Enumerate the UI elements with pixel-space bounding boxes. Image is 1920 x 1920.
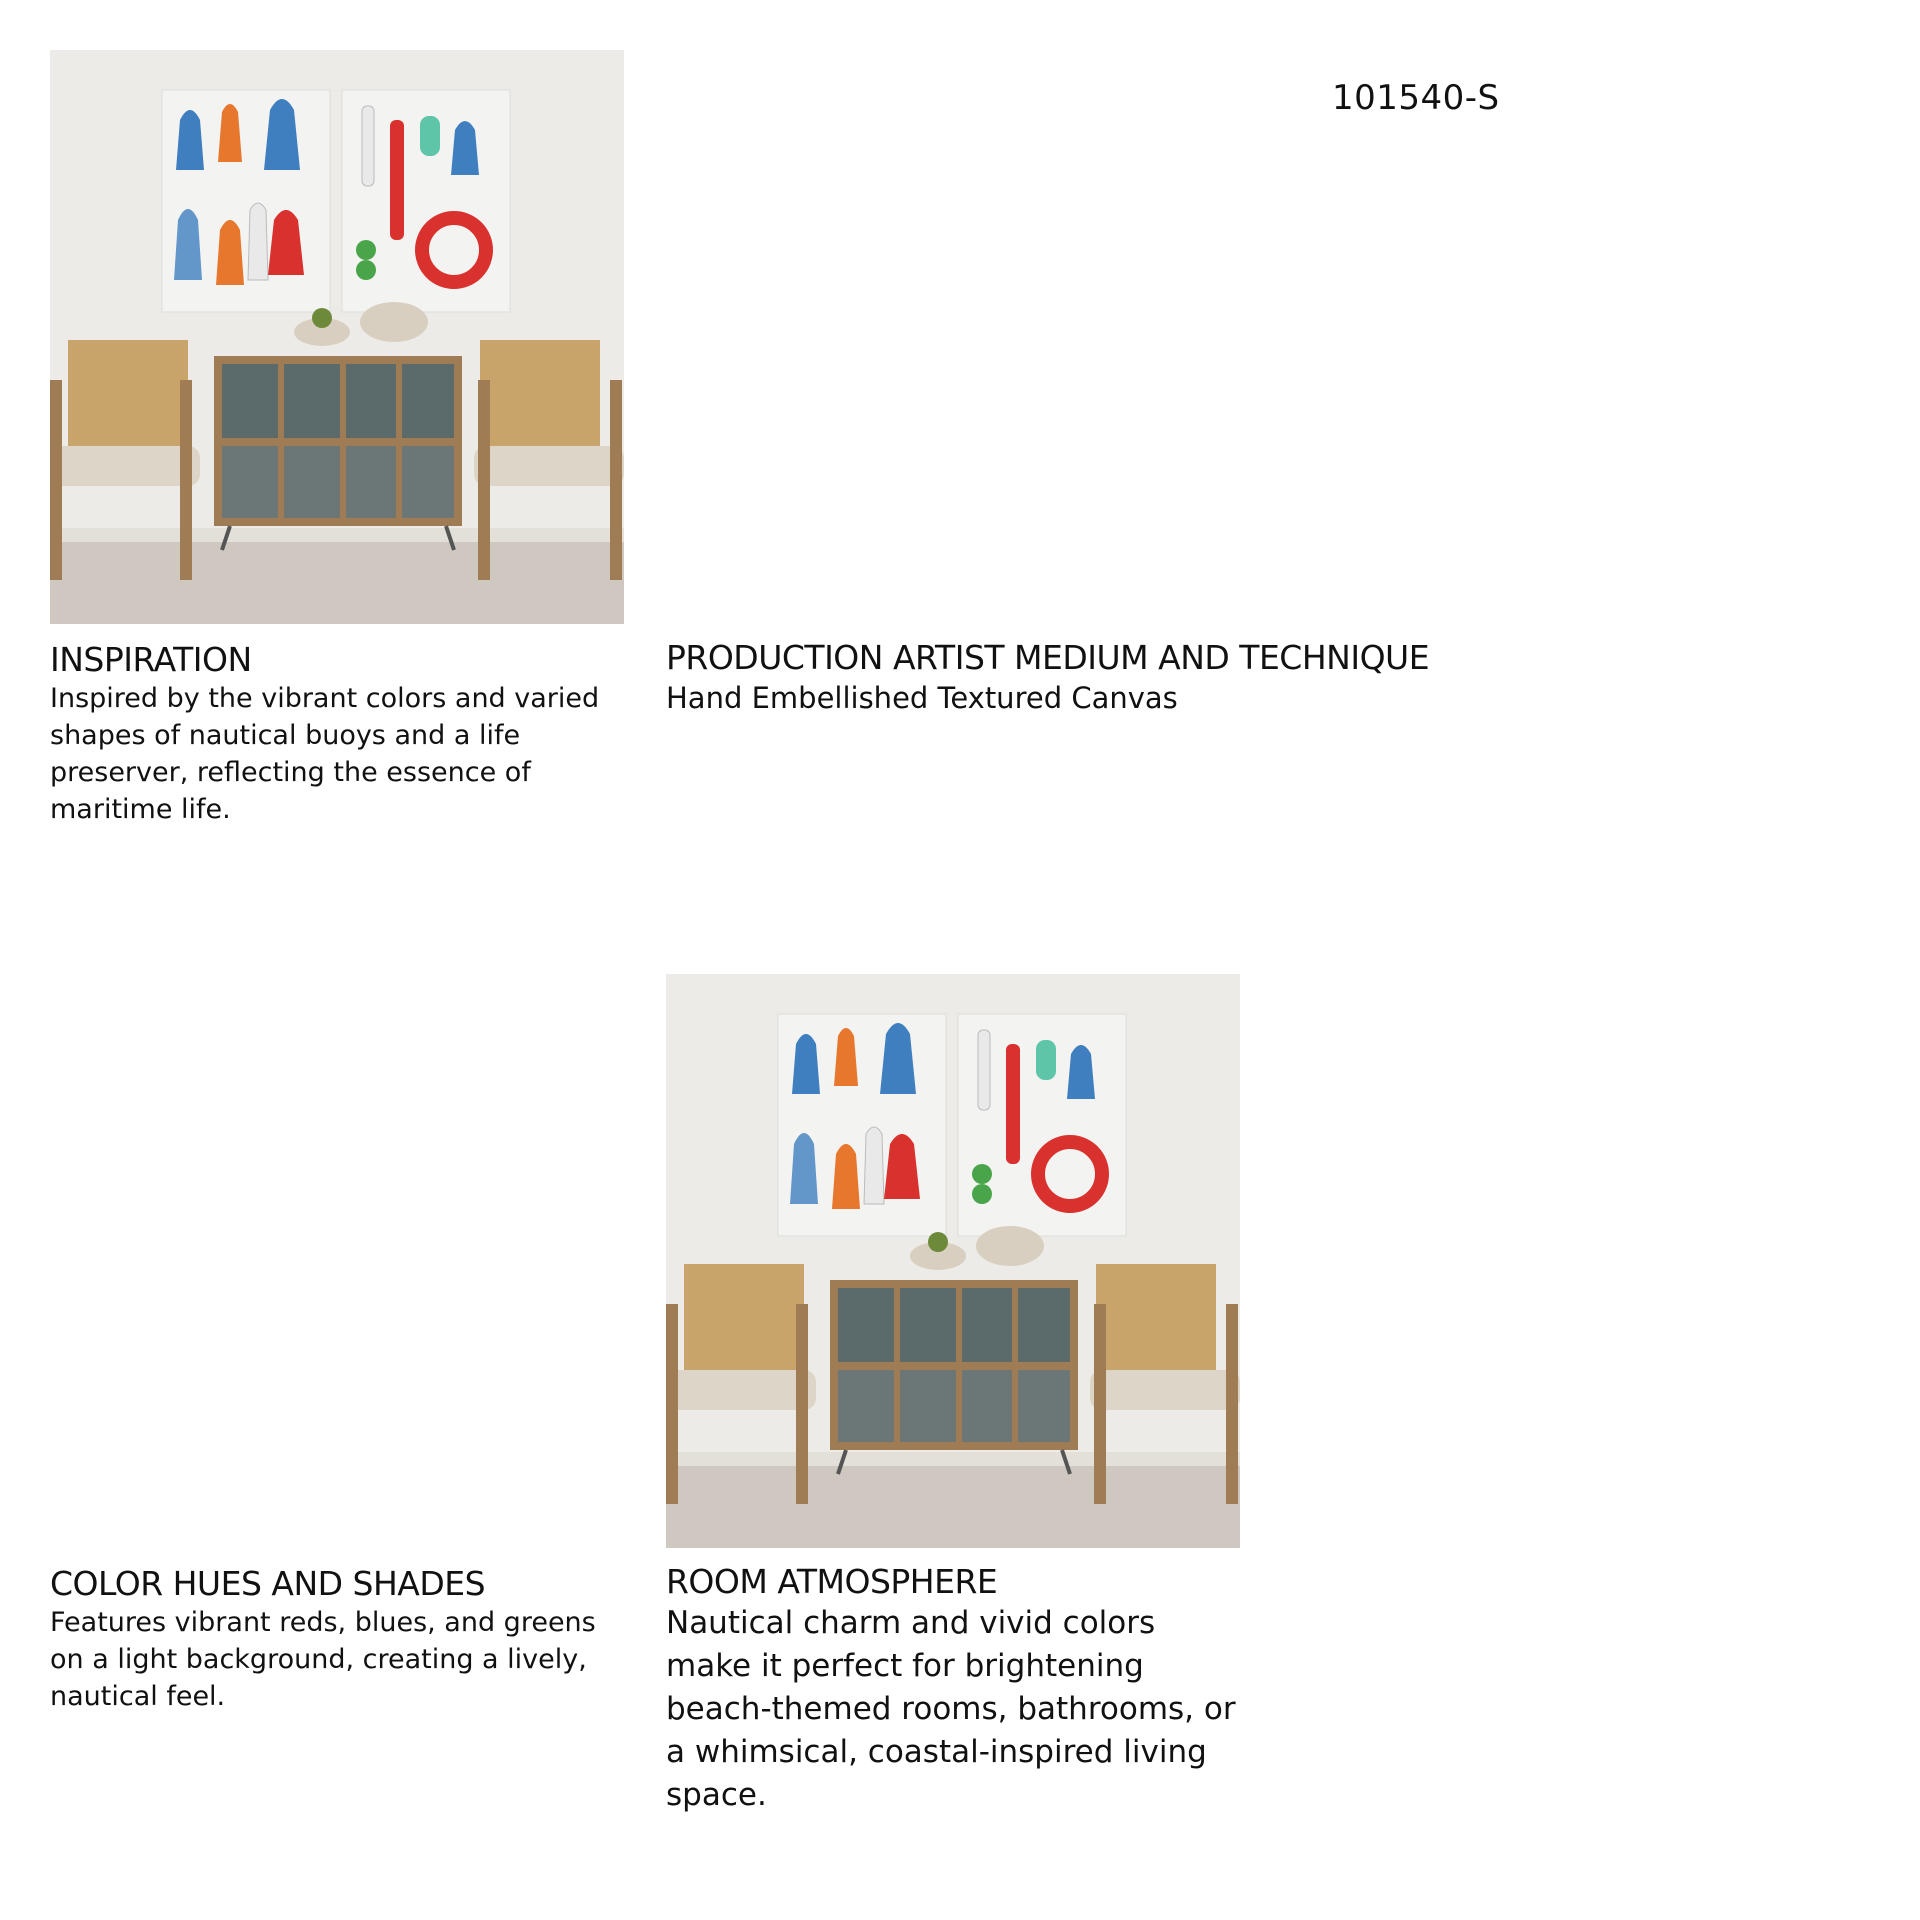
right-canvas-artwork <box>342 90 510 312</box>
production-title: PRODUCTION ARTIST MEDIUM AND TECHNIQUE <box>666 638 1430 677</box>
color-section <box>50 1564 630 1715</box>
left-canvas-artwork <box>778 1014 946 1236</box>
glass-cabinet <box>830 1280 1078 1474</box>
right-canvas-artwork <box>958 1014 1126 1236</box>
color-body: Features vibrant reds, blues, and greens on a light background, creating a lively, nautical feel. <box>50 1607 596 1712</box>
inspiration-section <box>50 640 630 828</box>
room-scene-illustration <box>50 50 624 624</box>
color-title: COLOR HUES AND SHADES <box>50 1564 486 1603</box>
room-scene-illustration <box>666 974 1240 1548</box>
inspiration-body: Inspired by the vibrant colors and varied shapes of nautical buoys and a life preserver, reflecting the essence of maritime life. <box>50 683 600 825</box>
room-title: ROOM ATMOSPHERE <box>666 1562 998 1601</box>
inspiration-title: INSPIRATION <box>50 640 252 679</box>
room-body: Nautical charm and vivid colors make it perfect for brightening beach-themed rooms, bathrooms, or a whimsical, coastal-inspired living space. <box>666 1605 1236 1813</box>
room-atmosphere-section <box>666 1562 1246 1817</box>
production-body: Hand Embellished Textured Canvas <box>666 681 1178 715</box>
glass-cabinet <box>214 356 462 550</box>
room-scene-photo-bottom <box>666 974 1240 1548</box>
production-section <box>666 638 1566 718</box>
room-scene-photo-top <box>50 50 624 624</box>
product-sku: 101540-S <box>1332 78 1500 118</box>
left-canvas-artwork <box>162 90 330 312</box>
